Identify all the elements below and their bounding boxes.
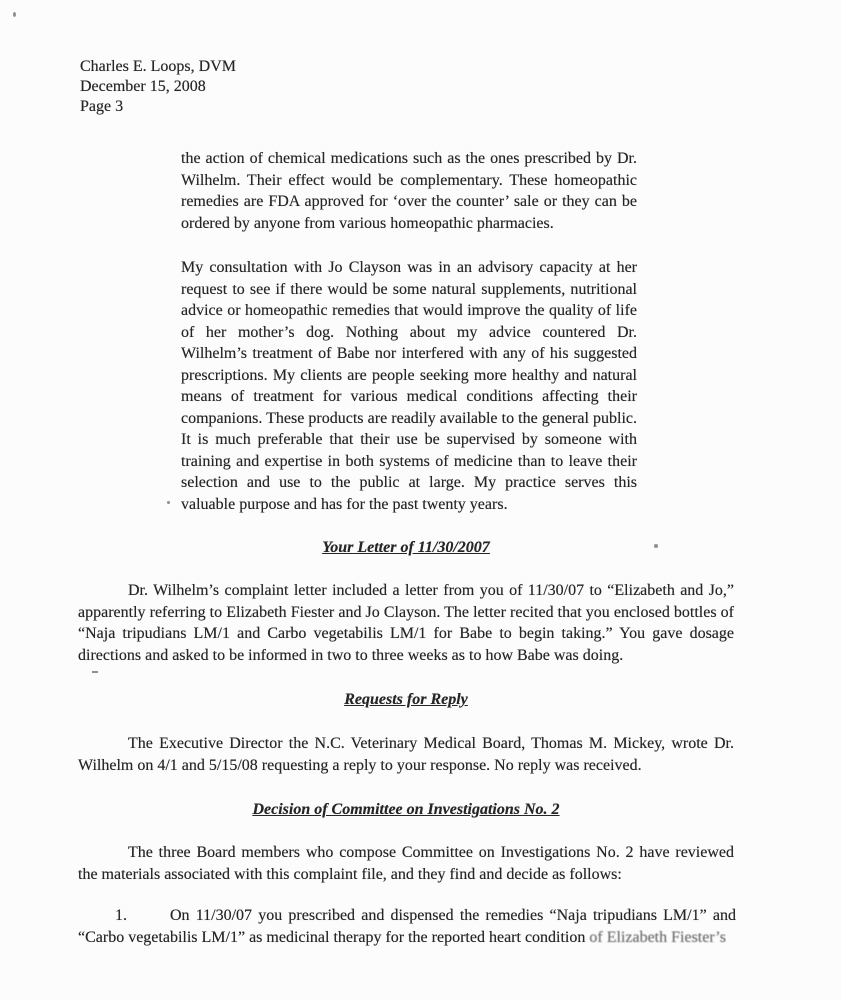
paragraph-requests-for-reply: The Executive Director the N.C. Veterinary Medical Board, Thomas M. Mickey, wrote Dr. Wilhelm on 4/1 and 5/15/08 requesting a reply to your response. No reply was received. (78, 735, 734, 774)
paragraph-your-letter: Dr. Wilhelm’s complaint letter included a letter from you of 11/30/07 to “Elizabeth and Jo,” apparently referring to Elizabeth Fiester and Jo Clayson. The letter recited that you enclosed bottles of “Naja tripudians LM/1 and Carbo vegetabilis LM/1 for Babe to begin taking.” You gave dosage directions and asked to be informed in two to three weeks as to how Babe was doing. (78, 582, 734, 664)
section-heading-requests-for-reply: Requests for Reply (344, 691, 468, 708)
decision-item-1 (78, 905, 736, 948)
scan-speck (13, 12, 16, 17)
decision-item-1-text-faded: of Elizabeth Fiester’s (589, 928, 726, 946)
scan-speck (92, 671, 98, 673)
paragraph-consultation: My consultation with Jo Clayson was in an advisory capacity at her request to see if there would be some natural supplements, nutritional advice or homeopathic remedies that would improve the quality of life of her mother’s dog. Nothing about my advice countered Dr. Wilhelm’s treatment of Babe nor interfered with any of his suggested prescriptions. My clients are people seeking more healthy and natural means of treatment for various medical conditions affecting their companions. These products are readily available to the general public. It is much preferable that their use be supervised by someone with training and expertise in both systems of medicine than to leave their selection and use to the public at large. My practice serves this valuable purpose and has for the past twenty years. (181, 259, 637, 513)
paragraph-decision-intro: The three Board members who compose Committee on Investigations No. 2 have reviewed the materials associated with this complaint file, and they find and decide as follows: (78, 844, 734, 883)
decision-item-1-text: On 11/30/07 you prescribed and dispensed the remedies “Naja tripudians LM/1” and “Carbo vegetabilis LM/1” as medicinal therapy for the reported heart condition (78, 907, 736, 946)
header-author: Charles E. Loops, DVM (80, 58, 236, 75)
scan-speck (167, 501, 170, 504)
section-heading-your-letter: Your Letter of 11/30/2007 (322, 539, 490, 556)
header-date: December 15, 2008 (80, 78, 206, 95)
letter-header (80, 57, 236, 117)
decision-item-1-number: 1. (115, 907, 127, 924)
paragraph-continuation-medications: the action of chemical medications such as the ones prescribed by Dr. Wilhelm. Their effect would be complementary. These homeopathic remedies are FDA approved for ‘over the counter’ sale or they can be ordered by anyone from various homeopathic pharmacies. (181, 150, 637, 232)
section-heading-decision: Decision of Committee on Investigations No. 2 (252, 801, 560, 818)
header-page-number: Page 3 (80, 98, 124, 115)
